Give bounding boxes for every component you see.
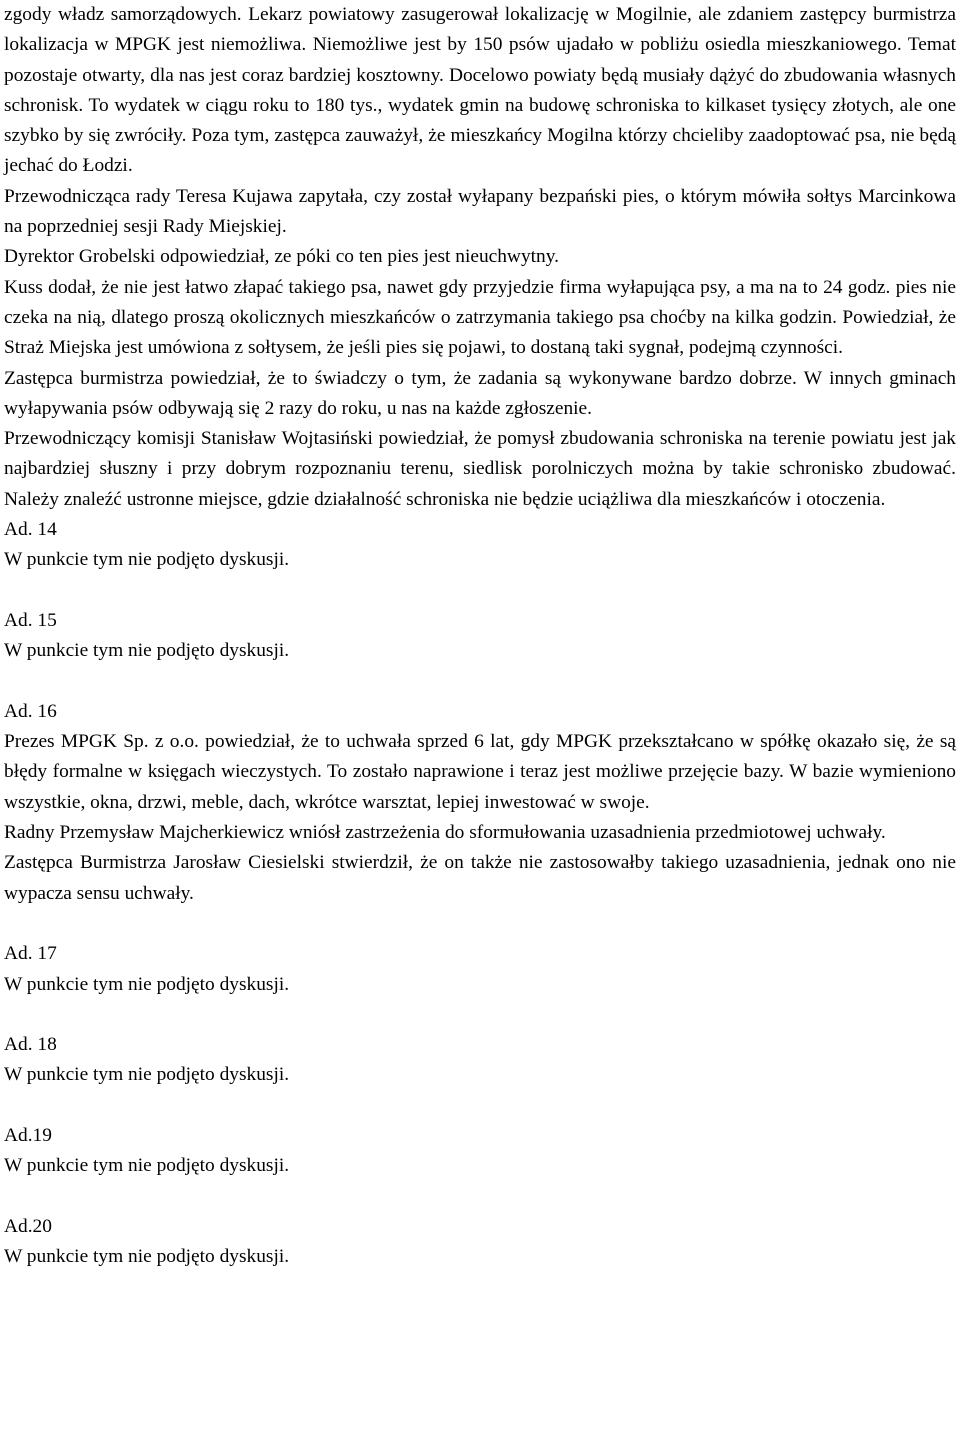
spacer	[4, 909, 956, 939]
paragraph-commission-chair-comment: Przewodniczący komisji Stanisław Wojtasiński powiedział, że pomysł zbudowania schroniska na terenie powiatu jest jak najbardziej słuszny i przy dobrym rozpoznaniu terenu, siedlisk porolniczych można by takie schronisko zbudować. Należy znaleźć ustronne miejsce, gdzie działalność schroniska nie będzie uciążliwa dla mieszkańców i otoczenia.	[4, 428, 956, 510]
spacer	[4, 1000, 956, 1030]
paragraph-deputy-mayor-comment: Zastępca burmistrza powiedział, że to świadczy o tym, że zadania są wykonywane bardzo dobrze. W innych gminach wyłapywania psów odbywają się 2 razy do roku, u nas na każde zgłoszenie.	[4, 367, 956, 419]
section-text-ad16-president: Prezes MPGK Sp. z o.o. powiedział, że to uchwała sprzed 6 lat, gdy MPGK przekształcano w spółkę okazało się, że są błędy formalne w księgach wieczystych. To zostało naprawione i teraz jest możliwe przejęcie bazy. W bazie wymieniono wszystkie, okna, drzwi, meble, dach, wkrótce warsztat, lepiej inwestować w swoje.	[4, 731, 956, 813]
section-text-ad16-councillor: Radny Przemysław Majcherkiewicz wniósł zastrzeżenia do sformułowania uzasadnienia przedmiotowej uchwały.	[4, 822, 886, 844]
section-text-ad17: W punkcie tym nie podjęto dyskusji.	[4, 973, 290, 995]
section-text-ad16-deputy-mayor: Zastępca Burmistrza Jarosław Ciesielski stwierdził, że on także nie zastosowałby takiego uzasadnienia, jednak ono nie wypacza sensu uchwały.	[4, 852, 956, 904]
section-text-ad15: W punkcie tym nie podjęto dyskusji.	[4, 640, 290, 662]
spacer	[4, 1091, 956, 1121]
section-heading-ad19: Ad.19	[4, 1124, 52, 1146]
spacer	[4, 667, 956, 697]
section-heading-ad14: Ad. 14	[4, 519, 57, 541]
paragraph-shelter-location: zgody władz samorządowych. Lekarz powiatowy zasugerował lokalizację w Mogilnie, ale zdaniem zastępcy burmistrza lokalizacja w MPGK jest niemożliwa. Niemożliwe jest by 150 psów ujadało w pobliżu osiedla mieszkaniowego. Temat pozostaje otwarty, dla nas jest coraz bardziej kosztowny. Docelowo powiaty będą musiały dążyć do zbudowania własnych schronisk. To wydatek w ciągu roku to 180 tys., wydatek gmin na budowę schroniska to kilkaset tysięcy złotych, ale one szybko by się zwróciły. Poza tym, zastępca zauważył, że mieszkańcy Mogilna którzy chcieliby zaadoptować psa, nie będą jechać do Łodzi.	[4, 4, 956, 177]
section-heading-ad18: Ad. 18	[4, 1034, 57, 1056]
section-text-ad14: W punkcie tym nie podjęto dyskusji.	[4, 549, 290, 571]
section-heading-ad17: Ad. 17	[4, 943, 57, 965]
paragraph-kuss-comment: Kuss dodał, że nie jest łatwo złapać takiego psa, nawet gdy przyjedzie firma wyłapująca psy, a ma na to 24 godz. pies nie czeka na nią, dlatego proszą okolicznych mieszkańców o zatrzymania takiego psa choćby na kilka godzin. Powiedział, że Straż Miejska jest umówiona z sołtysem, że jeśli pies się pojawi, to dostaną taki sygnał, podejmą czynności.	[4, 276, 956, 359]
section-text-ad19: W punkcie tym nie podjęto dyskusji.	[4, 1155, 290, 1177]
paragraph-director-answer: Dyrektor Grobelski odpowiedział, ze póki co ten pies jest nieuchwytny.	[4, 246, 559, 268]
spacer	[4, 576, 956, 606]
section-text-ad18: W punkcie tym nie podjęto dyskusji.	[4, 1064, 290, 1086]
section-heading-ad16: Ad. 16	[4, 700, 57, 722]
spacer	[4, 1182, 956, 1212]
section-heading-ad15: Ad. 15	[4, 609, 57, 631]
paragraph-chairwoman-question: Przewodnicząca rady Teresa Kujawa zapytała, czy został wyłapany bezpański pies, o którym mówiła sołtys Marcinkowa na poprzedniej sesji Rady Miejskiej.	[4, 185, 956, 238]
section-text-ad20: W punkcie tym nie podjęto dyskusji.	[4, 1246, 290, 1268]
section-heading-ad20: Ad.20	[4, 1215, 52, 1237]
